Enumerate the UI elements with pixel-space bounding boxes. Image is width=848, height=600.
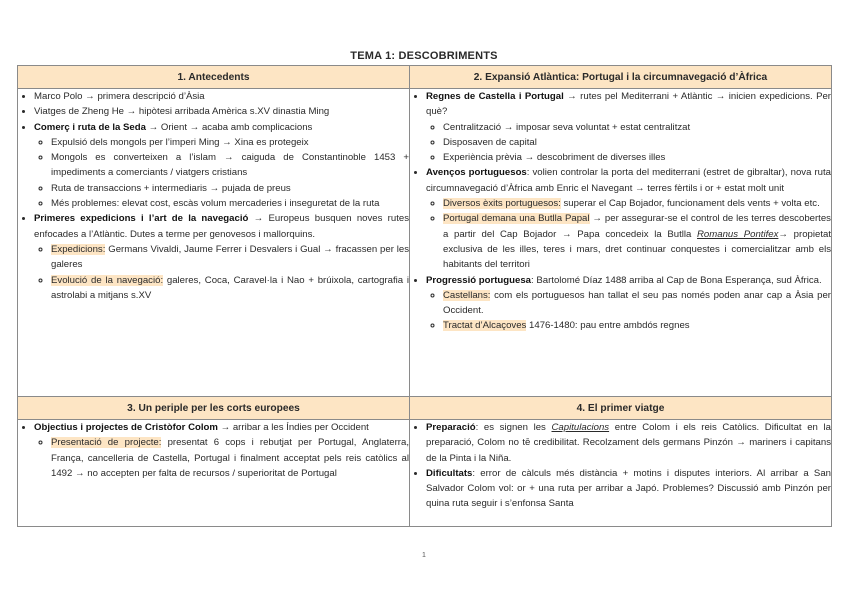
page-number: 1: [422, 552, 426, 559]
sub-list-item: ◦ Expedicions: Germans Vivaldi, Jaume Ferrer i Desvalers i Gual → fracassen per les galeres: [51, 242, 409, 273]
list-item: • Dificultats: error de càlculs més distància + motins i disputes interiors. Al arribar a San Salvador Colom vol: or + una ruta per arribar a Japó. Problemes? Discussió amb Pinzón per quina ruta seguir i s’enfonsa Santa: [426, 466, 831, 512]
sub-list-item: ◦ Més problemes: elevat cost, escàs volum mercaderies i inseguretat de la ruta: [51, 196, 409, 211]
sub-list-item: ◦ Diversos èxits portuguesos: superar el Cap Bojador, funcionament dels vents + volta etc.: [443, 196, 831, 211]
section-4-content: [410, 420, 832, 527]
notes-table: [17, 65, 832, 527]
page-title: TEMA 1: DESCOBRIMENTS: [350, 50, 498, 62]
highlight: Portugal demana una Butlla Papal: [443, 213, 590, 225]
section-3-content: [18, 420, 410, 527]
list-item: • Regnes de Castella i Portugal → rutes pel Mediterrani + Atlàntic → inicien expedicions. Per què? ◦ Centralització → imposar seva voluntat + estat centralitzat ◦ Disposaven de capital ◦ Experiència prèvia → descobriment de diverses illes: [426, 89, 831, 165]
sub-list-item: ◦ Centralització → imposar seva voluntat + estat centralitzat: [443, 120, 831, 135]
sub-list-item: ◦ Portugal demana una Butlla Papal → per assegurar-se el control de les terres descobertes a partir del Cap Bojador → Papa concedeix la Butlla Romanus Pontifex→ propietat exclusiva de les illes, teres i mars, dret continuar conquestes i comercialitzar amb els habitants del territori: [443, 211, 831, 272]
sub-list-item: ◦ Evolució de la navegació: galeres, Coca, Caravel·la i Nao + brúixola, cartografia i astrolabi a mitjans s.XV: [51, 273, 409, 304]
list-item: • Progressió portuguesa: Bartolomé Díaz 1488 arriba al Cap de Bona Esperança, sud Àfrica. ◦ Castellans: com els portuguesos han tallat el seu pas només poden anar cap a Àsia per Occident. ◦ Tractat d’Alcaçoves 1476-1480: pau entre ambdós regnes: [426, 273, 831, 334]
list-item: • Viatges de Zheng He → hipòtesi arribada Amèrica s.XV dinastia Ming: [34, 104, 409, 119]
highlight: Evolució de la navegació:: [51, 274, 164, 286]
highlight: Tractat d’Alcaçoves: [443, 320, 527, 332]
document-name: Capitulacions: [551, 422, 610, 433]
sub-list-item: ◦ Tractat d’Alcaçoves 1476-1480: pau entre ambdós regnes: [443, 318, 831, 333]
highlight: Expedicions:: [51, 243, 106, 255]
section-4-title: 4. El primer viatge: [410, 397, 832, 420]
bull-name: Romanus Pontifex: [697, 228, 779, 240]
highlight: Diversos èxits portuguesos:: [443, 198, 561, 210]
section-2-content: [410, 89, 832, 397]
section-2-title: 2. Expansió Atlàntica: Portugal i la circumnavegació d’Àfrica: [410, 66, 832, 89]
sub-list-item: ◦ Castellans: com els portuguesos han tallat el seu pas només poden anar cap a Àsia per Occident.: [443, 288, 831, 319]
sub-list-item: ◦ Experiència prèvia → descobriment de diverses illes: [443, 150, 831, 165]
list-item: • Marco Polo → primera descripció d’Àsia: [34, 89, 409, 104]
list-item: • Preparació: es signen les Capitulacions entre Colom i els reis Catòlics. Dificultat en la preparació, Colom no tē credibilitat. Recolzament dels germans Pinzón → mariners i capitans de la Pinta i la Niña.: [426, 420, 831, 466]
sub-list-item: ◦ Ruta de transaccions + intermediaris → pujada de preus: [51, 181, 409, 196]
list-item: • Objectius i projectes de Cristòfor Colom → arribar a les Índies per Occident ◦ Presentació de projecte: presentat 6 cops i rebutjat per Portugal, Anglaterra, França, cancelleria de Castella, Portugal i finalment acceptat pels reis catòlics al 1492 → no accepten per falta de recursos / superioritat de Portugal: [34, 420, 409, 481]
section-1-title: 1. Antecedents: [18, 66, 410, 89]
sub-list-item: ◦ Presentació de projecte: presentat 6 cops i rebutjat per Portugal, Anglaterra, França, cancelleria de Castella, Portugal i finalment acceptat pels reis catòlics al 1492 → no accepten per falta de recursos / superioritat de Portugal: [51, 435, 409, 481]
highlight: Castellans:: [443, 289, 491, 301]
sub-list-item: ◦ Expulsió dels mongols per l’imperi Ming → Xina es protegeix: [51, 135, 409, 150]
sub-list-item: ◦ Disposaven de capital: [443, 135, 831, 150]
highlight: Presentació de projecte:: [51, 437, 162, 449]
list-item: • Comerç i ruta de la Seda → Orient → acaba amb complicacions ◦ Expulsió dels mongols per l’imperi Ming → Xina es protegeix ◦ Mongols es converteixen a l’islam → caiguda de Constantinoble 1453 + impediments a comerciants / viatgers cristians ◦ Ruta de transaccions + intermediaris → pujada de preus ◦ Més problemes: elevat cost, escàs volum mercaderies i inseguretat de la ruta: [34, 120, 409, 212]
section-3-title: 3. Un periple per les corts europees: [18, 397, 410, 420]
sub-list-item: ◦ Mongols es converteixen a l’islam → caiguda de Constantinoble 1453 + impediments a comerciants / viatgers cristians: [51, 150, 409, 181]
section-1-content: [18, 89, 410, 397]
list-item: • Primeres expedicions i l’art de la navegació → Europeus busquen noves rutes enfocades a l’Atlàntic. Dutes a terme per genovesos i mallorquins. ◦ Expedicions: Germans Vivaldi, Jaume Ferrer i Desvalers i Gual → fracassen per les galeres ◦ Evolució de la navegació: galeres, Coca, Caravel·la i Nao + brúixola, cartografia i astrolabi a mitjans s.XV: [34, 211, 409, 303]
list-item: • Avenços portuguesos: volien controlar la porta del mediterrani (estret de gibraltar), nova ruta circumnavegació d’Àfrica amb Enric el Navegant → terres fèrtils i or + estat molt unit ◦ Diversos èxits portuguesos: superar el Cap Bojador, funcionament dels vents + volta etc. ◦ Portugal demana una Butlla Papal → per assegurar-se el control de les terres descobertes a partir del Cap Bojador → Papa concedeix la Butlla Romanus Pontifex→ propietat exclusiva de les illes, teres i mars, dret continuar conquestes i comercialitzar amb els habitants del territori: [426, 165, 831, 272]
